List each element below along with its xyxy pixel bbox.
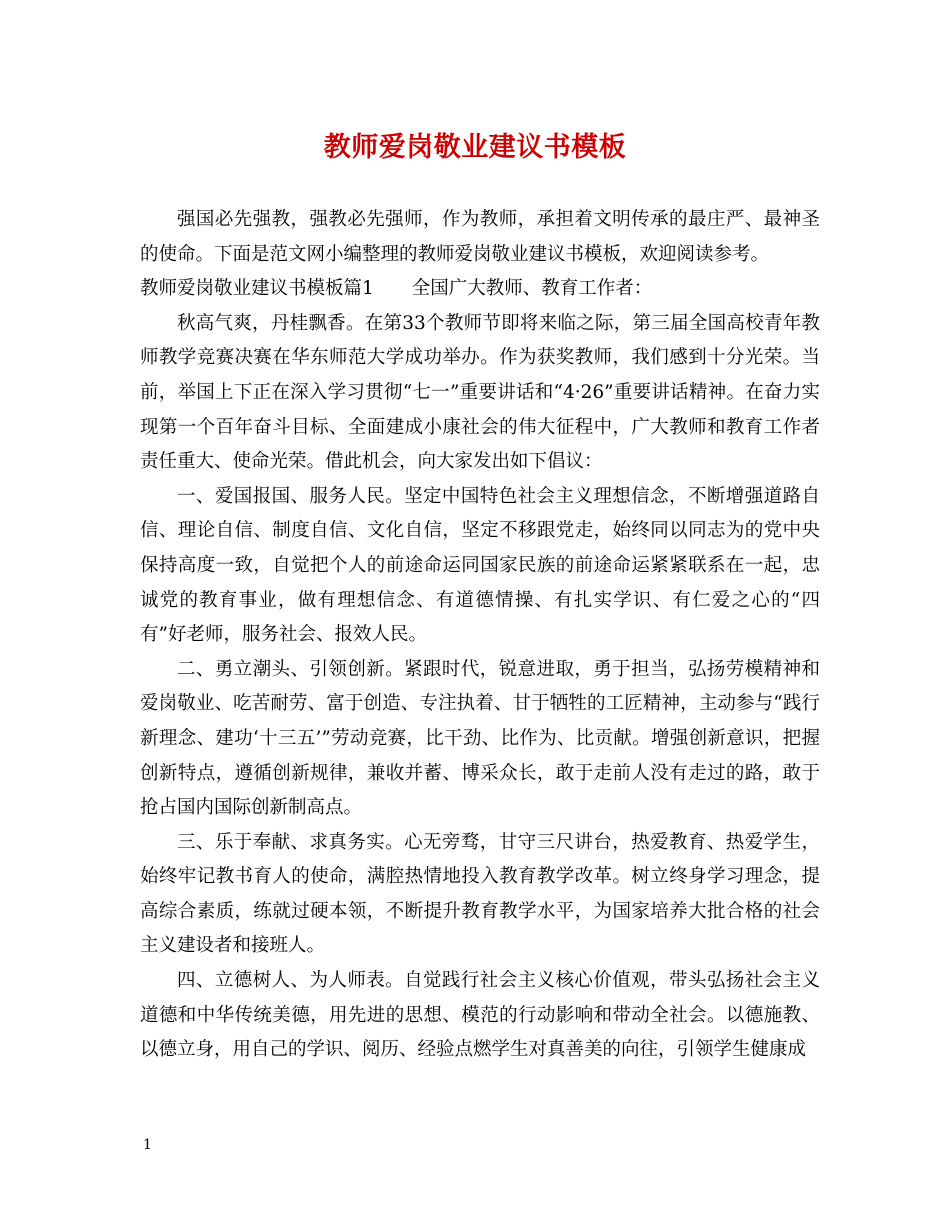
- section-heading: 教师爱岗敬业建议书模板篇1: [140, 278, 374, 300]
- document-body: [140, 203, 820, 1068]
- intro-paragraph: 强国必先强教，强教必先强师，作为教师，承担着文明传承的最庄严、最神圣的使命。下面是范文网小编整理的教师爱岗敬业建议书模板，欢迎阅读参考。: [140, 209, 820, 265]
- body-paragraph-3: 二、勇立潮头、引领创新。紧跟时代，锐意进取，勇于担当，弘扬劳模精神和爱岗敬业、吃苦耐劳、富于创造、专注执着、甘于牺牲的工匠精神，主动参与“践行新理念、建功‘十三五’”劳动竞赛，比干劲、比作为、比贡献。增强创新意识，把握创新特点，遵循创新规律，兼收并蓄、博采众长，敢于走前人没有走过的路，敢于抢占国内国际创新制高点。: [140, 658, 820, 819]
- document-title: 教师爱岗敬业建议书模板: [323, 132, 627, 163]
- body-paragraph-1: 秋高气爽，丹桂飘香。在第33个教师节即将来临之际，第三届全国高校青年教师教学竞赛决赛在华东师范大学成功举办。作为获奖教师，我们感到十分光荣。当前，举国上下正在深入学习贯彻“七一”重要讲话和“4·26”重要讲话精神。在奋力实现第一个百年奋斗目标、全面建成小康社会的伟大征程中，广大教师和教育工作者责任重大、使命光荣。借此机会，向大家发出如下倡议：: [140, 312, 820, 473]
- section-heading-line: [140, 272, 820, 307]
- body-paragraph-4: 三、乐于奉献、求真务实。心无旁骛，甘守三尺讲台，热爱教育、热爱学生，始终牢记教书育人的使命，满腔热情地投入教育教学改革。树立终身学习理念，提高综合素质，练就过硬本领，不断提升教育教学水平，为国家培养大批合格的社会主义建设者和接班人。: [140, 831, 820, 957]
- salutation: 全国广大教师、教育工作者：: [411, 278, 653, 300]
- page-number: 1: [143, 1137, 152, 1153]
- body-paragraph-2: 一、爱国报国、服务人民。坚定中国特色社会主义理想信念，不断增强道路自信、理论自信、制度自信、文化自信，坚定不移跟党走，始终同以同志为的党中央保持高度一致，自觉把个人的前途命运同国家民族的前途命运紧紧联系在一起，忠诚党的教育事业，做有理想信念、有道德情操、有扎实学识、有仁爱之心的“四有”好老师，服务社会、报效人民。: [140, 485, 820, 646]
- body-paragraph-5: 四、立德树人、为人师表。自觉践行社会主义核心价值观，带头弘扬社会主义道德和中华传统美德，用先进的思想、模范的行动影响和带动全社会。以德施教、以德立身，用自己的学识、阅历、经验点燃学生对真善美的向往，引领学生健康成: [140, 970, 820, 1061]
